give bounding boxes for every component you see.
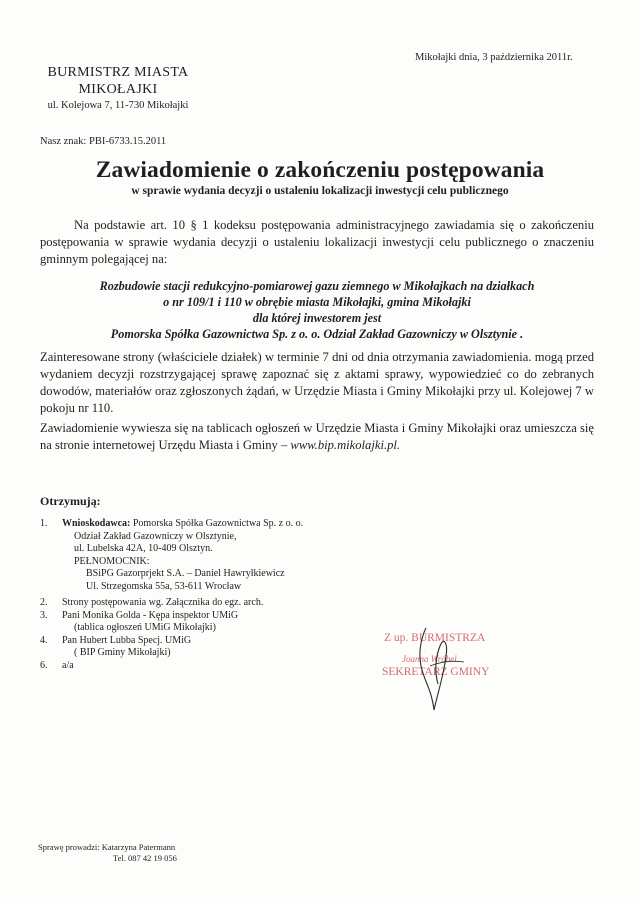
bip-link[interactable]: www.bip.mikolajki.pl. bbox=[290, 438, 401, 452]
official-stamp bbox=[360, 626, 530, 716]
phone-number: Tel. 087 42 19 056 bbox=[113, 853, 177, 863]
stamp-signature-name: Joanna Wróbel bbox=[402, 654, 457, 664]
reference-number: Nasz znak: PBI-6733.15.2011 bbox=[40, 136, 167, 147]
case-handler: Sprawę prowadzi: Katarzyna Patermann bbox=[38, 842, 176, 852]
list-text: a/a bbox=[62, 659, 74, 671]
issuing-authority bbox=[38, 64, 198, 113]
paragraph-parties: Zainteresowane strony (właściciele działek) w terminie 7 dni od dnia otrzymania zawiadomienia. mogą przed wydaniem decyzji rozstrzygającej sprawę zapoznać się z aktami sprawy, wypowiedzieć co do zebranych dowodów, materiałów oraz zgłoszonych żądań, w Urzędzie Miasta i Gminy Mikołajki przy ul. Kolejowej 7 w pokoju nr 110. bbox=[40, 350, 594, 415]
list-text: Odział Zakład Gazowniczy w Olsztynie, bbox=[74, 530, 237, 542]
project-line: Rozbudowie stacji redukcyjno-pomiarowej gazu ziemnego w Mikołajkach na działkach bbox=[99, 279, 535, 293]
project-line: o nr 109/1 i 110 w obrębie miasta Mikołajki, gmina Mikołajki bbox=[163, 295, 471, 309]
project-description bbox=[40, 278, 594, 342]
authority-name: BURMISTRZ MIASTA bbox=[47, 65, 189, 80]
authority-city: MIKOŁAJKI bbox=[78, 82, 158, 97]
list-text: Pomorska Spółka Gazownictwa Sp. z o. o. bbox=[130, 518, 304, 529]
list-text: PEŁNOMOCNIK: bbox=[74, 555, 150, 567]
list-number: 4. bbox=[40, 634, 48, 646]
list-text: (tablica ogłoszeń UMiG Mikołajki) bbox=[74, 622, 216, 633]
paragraph-publication bbox=[40, 420, 594, 454]
document-title: Zawiadomienie o zakończeniu postępowania bbox=[95, 157, 545, 183]
list-text: ul. Lubelska 42A, 10-409 Olsztyn. bbox=[74, 543, 213, 554]
project-line: dla której inwestorem jest bbox=[252, 311, 382, 325]
list-number: 1. bbox=[40, 518, 48, 529]
list-item bbox=[40, 660, 370, 673]
list-text: Pani Monika Golda - Kępa inspektor UMiG bbox=[62, 609, 239, 621]
list-item bbox=[40, 610, 370, 635]
recipients-list bbox=[40, 518, 370, 672]
list-text: ( BIP Gminy Mikołajki) bbox=[74, 647, 171, 658]
handwritten-signature-icon bbox=[360, 626, 530, 716]
paragraph-legal-basis: Na podstawie art. 10 § 1 kodeksu postępowania administracyjnego zawiadamia się o zakończeniu postępowania w sprawie wydania decyzji o ustaleniu lokalizacji inwestycji celu publicznego o znaczeniu gminnym polegającej na: bbox=[40, 218, 594, 266]
applicant-label: Wnioskodawca: bbox=[62, 518, 131, 529]
authority-address: ul. Kolejowa 7, 11-730 Mikołajki bbox=[47, 100, 189, 111]
list-number: 2. bbox=[40, 597, 48, 608]
footer-contact bbox=[38, 842, 177, 864]
stamp-line: Z up. BURMISTRZA bbox=[384, 632, 486, 644]
project-line: Pomorska Spółka Gazownictwa Sp. z o. o. Odział Zakład Gazowniczy w Olsztynie . bbox=[110, 327, 524, 341]
recipients-heading: Otrzymują: bbox=[40, 494, 101, 508]
stamp-line: SEKRETARZ GMINY bbox=[382, 666, 490, 678]
list-text: BSiPG Gazorprjekt S.A. – Daniel Hawryłkiewicz bbox=[86, 568, 285, 579]
list-item bbox=[40, 597, 370, 610]
publication-text: Zawiadomienie wywiesza się na tablicach ogłoszeń w Urzędzie Miasta i Gminy Mikołajki oraz umieszcza się na stronie internetowej Urzędu Miasta i Gminy – bbox=[40, 421, 594, 452]
list-number: 6. bbox=[40, 659, 48, 671]
list-text: Pan Hubert Lubba Specj. UMiG bbox=[62, 634, 192, 646]
list-item bbox=[40, 635, 370, 660]
document-subtitle: w sprawie wydania decyzji o ustaleniu lokalizacji inwestycji celu publicznego bbox=[131, 185, 509, 197]
date-line: Mikołajki dnia, 3 października 2011r. bbox=[415, 52, 573, 63]
list-text: Ul. Strzegomska 55a, 53-611 Wrocław bbox=[86, 580, 242, 592]
list-item bbox=[40, 518, 370, 593]
list-text: Strony postępowania wg. Załącznika do egz. arch. bbox=[62, 597, 264, 608]
list-number: 3. bbox=[40, 609, 48, 621]
